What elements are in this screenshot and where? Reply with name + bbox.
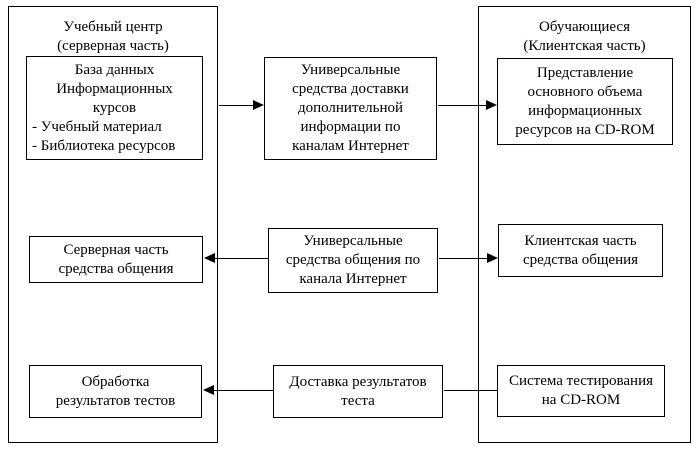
training-center-title: Учебный центр (серверная часть): [57, 19, 169, 54]
cdrom-testing-box: Система тестирования на CD-ROM: [497, 365, 665, 417]
cdrom-presentation-box: Представление основного объема информационных ресурсов на CD-ROM: [497, 58, 673, 145]
learners-title: Обучающиеся (Клиентская часть): [523, 19, 646, 54]
server-communication-box: Серверная часть средства общения: [29, 236, 203, 283]
test-delivery-box: Доставка результатов теста: [273, 365, 443, 418]
arrow-right-icon: [253, 100, 264, 110]
test-processing-box: Обработка результатов тестов: [29, 365, 202, 418]
arrow-right-icon: [486, 100, 497, 110]
client-communication-box: Клиентская часть средства общения: [498, 224, 663, 277]
database-box: [26, 56, 203, 160]
database-box-list: - Учебный материал - Библиотека ресурсов: [32, 118, 176, 154]
communication-tools-box: Универсальные средства общения по канала Интернет: [268, 228, 438, 293]
arrow-left-icon: [204, 253, 215, 263]
arrow-left-icon: [203, 385, 214, 395]
arrow-right-icon: [487, 253, 498, 263]
database-box-main: База данных Информационных курсов: [56, 61, 173, 116]
delivery-tools-box: Универсальные средства доставки дополнительной информации по каналам Интернет: [264, 57, 437, 160]
